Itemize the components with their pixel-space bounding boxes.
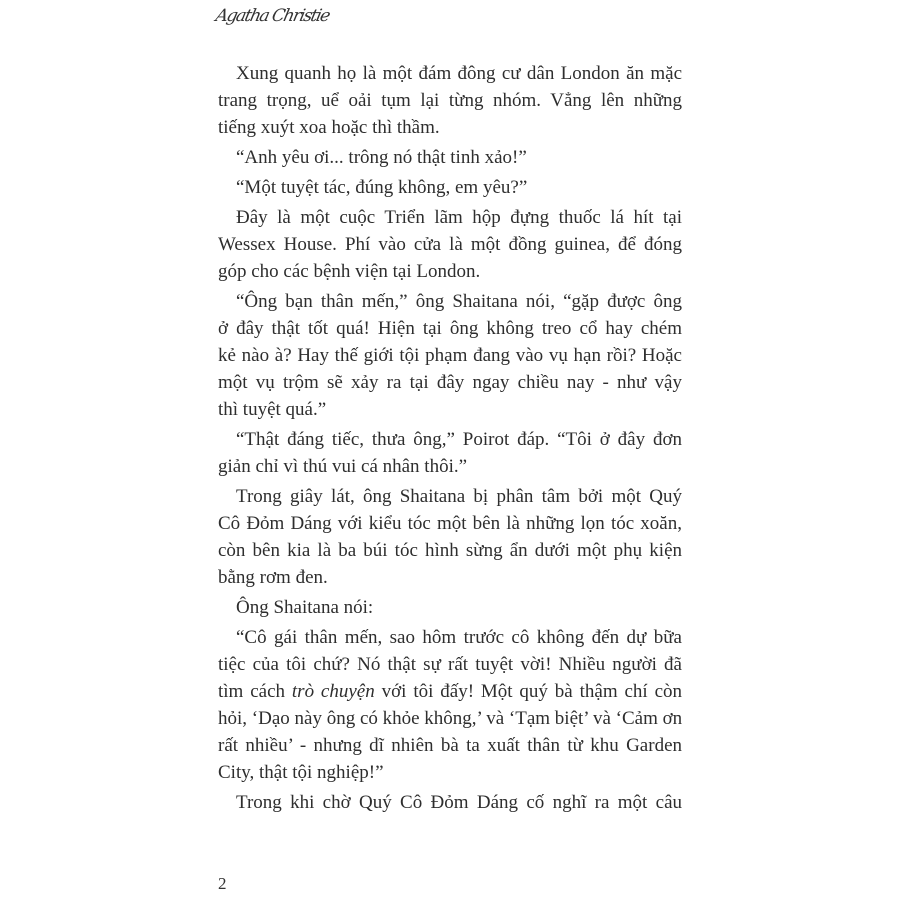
text-line: trang trọng, uể oải tụm lại từng nhóm. Vẳng lên những <box>218 90 682 111</box>
text-line: Cô Đỏm Dáng với kiểu tóc một bên là những lọn tóc xoăn, <box>218 513 682 534</box>
text-segment: tìm cách <box>218 681 292 702</box>
text-line: hỏi, ‘Dạo này ông có khỏe không,’ và ‘Tạm biệt’ và ‘Cảm ơn <box>218 708 683 729</box>
paragraph <box>218 624 682 786</box>
text-line <box>218 678 682 705</box>
italic-text: trò chuyện <box>291 681 375 702</box>
text-line: Đây là một cuộc Triển lãm hộp đựng thuốc lá hít tại <box>236 207 682 228</box>
paragraph <box>218 204 682 285</box>
text-line: một vụ trộm sẽ xảy ra tại đây ngay chiều nay - như vậy <box>218 372 682 393</box>
paragraph <box>218 483 682 591</box>
paragraph <box>218 60 682 141</box>
paragraph <box>218 174 682 201</box>
text-line: Trong giây lát, ông Shaitana bị phân tâm bởi một Quý <box>236 486 682 507</box>
text-line: “Anh yêu ơi... trông nó thật tinh xảo!” <box>236 147 527 168</box>
text-line: còn bên kia là ba búi tóc hình sừng ẩn dưới một phụ kiện <box>218 540 682 561</box>
text-line: bằng rơm đen. <box>218 567 328 588</box>
text-line: giản chỉ vì thú vui cá nhân thôi.” <box>218 456 468 477</box>
body-text <box>218 60 682 819</box>
text-line: Trong khi chờ Quý Cô Đỏm Dáng cố nghĩ ra một câu <box>236 792 682 813</box>
text-line: Wessex House. Phí vào cửa là một đồng guinea, để đóng <box>218 234 682 255</box>
text-line: kẻ nào à? Hay thế giới tội phạm đang vào vụ hạn rồi? Hoặc <box>218 345 682 366</box>
text-line: tiếng xuýt xoa hoặc thì thầm. <box>218 117 440 138</box>
text-line: góp cho các bệnh viện tại London. <box>218 261 481 282</box>
text-line: “Cô gái thân mến, sao hôm trước cô không đến dự bữa <box>236 627 682 648</box>
text-line: “Ông bạn thân mến,” ông Shaitana nói, “gặp được ông <box>236 291 682 312</box>
paragraph <box>218 789 682 816</box>
text-line: City, thật tội nghiệp!” <box>218 762 384 783</box>
text-line: Xung quanh họ là một đám đông cư dân London ăn mặc <box>236 63 682 84</box>
paragraph <box>218 426 682 480</box>
text-line: “Một tuyệt tác, đúng không, em yêu?” <box>236 177 528 198</box>
text-segment: với tôi đấy! Một quý bà thậm chí còn <box>374 681 682 702</box>
text-line: “Thật đáng tiếc, thưa ông,” Poirot đáp. “Tôi ở đây đơn <box>236 429 682 450</box>
text-line: Ông Shaitana nói: <box>236 597 374 618</box>
paragraph <box>218 288 682 423</box>
page-number: 2 <box>218 874 227 893</box>
text-line: thì tuyệt quá.” <box>218 399 327 420</box>
text-line: tiệc của tôi chứ? Nó thật sự rất tuyệt vời! Nhiều người đã <box>218 654 682 675</box>
author-signature-logo: Agatha Christie <box>213 6 331 26</box>
text-line: rất nhiều’ - nhưng dĩ nhiên bà ta xuất thân từ khu Garden <box>218 735 682 756</box>
paragraph <box>218 144 682 171</box>
text-line: ở đây thật tốt quá! Hiện tại ông không treo cổ hay chém <box>218 318 682 339</box>
paragraph <box>218 594 682 621</box>
